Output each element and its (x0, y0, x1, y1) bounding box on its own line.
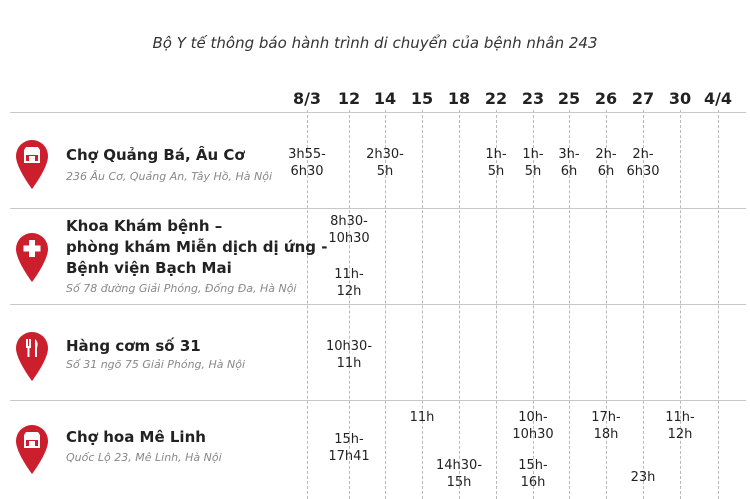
visit-time (328, 431, 369, 465)
visit-time-line: 2h- (632, 147, 654, 162)
visit-time-line: 14h30- (435, 458, 483, 473)
visit-time-line: 10h- (518, 410, 548, 425)
visit-time (522, 146, 543, 180)
visit-time-line: 2h- (595, 147, 617, 162)
date-header: 25 (557, 89, 581, 108)
date-header: 15 (410, 89, 434, 108)
visit-time (436, 457, 482, 491)
location-name-line: Chợ Quảng Bá, Âu Cơ (66, 146, 245, 164)
visit-time-line: 1h- (485, 147, 507, 162)
visit-time (518, 457, 547, 491)
visit-time (366, 146, 404, 180)
market-stall-icon (14, 423, 50, 475)
visit-time-line: 17h41 (328, 449, 370, 464)
date-header: 27 (631, 89, 655, 108)
medical-cross-icon (14, 231, 50, 283)
visit-time-line: 6h (560, 164, 578, 179)
date-header: 8/3 (292, 89, 322, 108)
row-divider (10, 304, 746, 305)
visit-time-line: 6h30 (626, 164, 660, 179)
location-name-line: Chợ hoa Mê Linh (66, 428, 206, 446)
visit-time-line: 15h (446, 475, 472, 490)
visit-time (288, 146, 326, 180)
visit-time-line: 6h30 (290, 164, 324, 179)
visit-time (410, 409, 435, 426)
visit-time-line: 18h (593, 427, 619, 442)
date-header: 14 (373, 89, 397, 108)
location-address: Quốc Lộ 23, Mê Linh, Hà Nội (66, 451, 222, 464)
visit-time-line: 11h- (334, 267, 364, 282)
visit-time-line: 15h- (518, 458, 548, 473)
visit-time (485, 146, 506, 180)
visit-time-line: 5h (376, 164, 394, 179)
date-header: 18 (447, 89, 471, 108)
market-stall-icon (14, 138, 50, 190)
visit-time-line: 5h (487, 164, 505, 179)
visit-time-line: 17h- (591, 410, 621, 425)
visit-time-line: 10h30 (512, 427, 554, 442)
visit-time-line: 10h30- (325, 339, 373, 354)
date-header: 23 (521, 89, 545, 108)
location-name (66, 145, 245, 166)
visit-time-line: 15h- (334, 432, 364, 447)
visit-time (328, 213, 369, 247)
visit-time (558, 146, 579, 180)
location-name (66, 336, 201, 357)
visit-time (626, 146, 659, 180)
page-title: Bộ Y tế thông báo hành trình di chuyển của bệnh nhân 243 (152, 34, 598, 52)
visit-time (595, 146, 616, 180)
visit-time (326, 338, 372, 372)
visit-time-line: 6h (597, 164, 615, 179)
location-address: Số 31 ngõ 75 Giải Phóng, Hà Nội (66, 358, 246, 371)
visit-time-line: 1h- (522, 147, 544, 162)
visit-time-line: 8h30- (330, 214, 368, 229)
visit-time-line: 2h30- (366, 147, 404, 162)
location-name (66, 216, 327, 279)
visit-time (512, 409, 553, 443)
fork-knife-icon (14, 330, 50, 382)
visit-time-line: 11h- (665, 410, 695, 425)
visit-time-line: 12h (667, 427, 693, 442)
visit-time (665, 409, 694, 443)
location-name-line: Khoa Khám bệnh – (66, 217, 223, 235)
visit-time-line: 10h30 (328, 231, 370, 246)
visit-time (591, 409, 620, 443)
row-divider (10, 208, 746, 209)
date-header: 12 (337, 89, 361, 108)
visit-time-line: 5h (524, 164, 542, 179)
date-header: 26 (594, 89, 618, 108)
visit-time-line: 23h (630, 470, 656, 485)
location-address: Số 78 đường Giải Phóng, Đống Đa, Hà Nội (66, 282, 297, 295)
date-header: 4/4 (703, 89, 733, 108)
location-name-line: phòng khám Miễn dịch dị ứng - (66, 238, 328, 256)
visit-time-line: 12h (336, 284, 362, 299)
location-address: 236 Âu Cơ, Quảng An, Tây Hồ, Hà Nội (66, 170, 273, 183)
date-header: 22 (484, 89, 508, 108)
visit-time-line: 3h55- (288, 147, 326, 162)
row-divider (10, 112, 746, 113)
location-name (66, 427, 206, 448)
visit-time-line: 16h (520, 475, 546, 490)
visit-time (631, 469, 656, 486)
visit-time (334, 266, 363, 300)
location-name-line: Hàng cơm số 31 (66, 337, 201, 355)
visit-time-line: 11h (336, 356, 362, 371)
date-header: 30 (668, 89, 692, 108)
location-name-line: Bệnh viện Bạch Mai (66, 259, 232, 277)
row-divider (10, 400, 746, 401)
visit-time-line: 3h- (558, 147, 580, 162)
visit-time-line: 11h (409, 410, 435, 425)
